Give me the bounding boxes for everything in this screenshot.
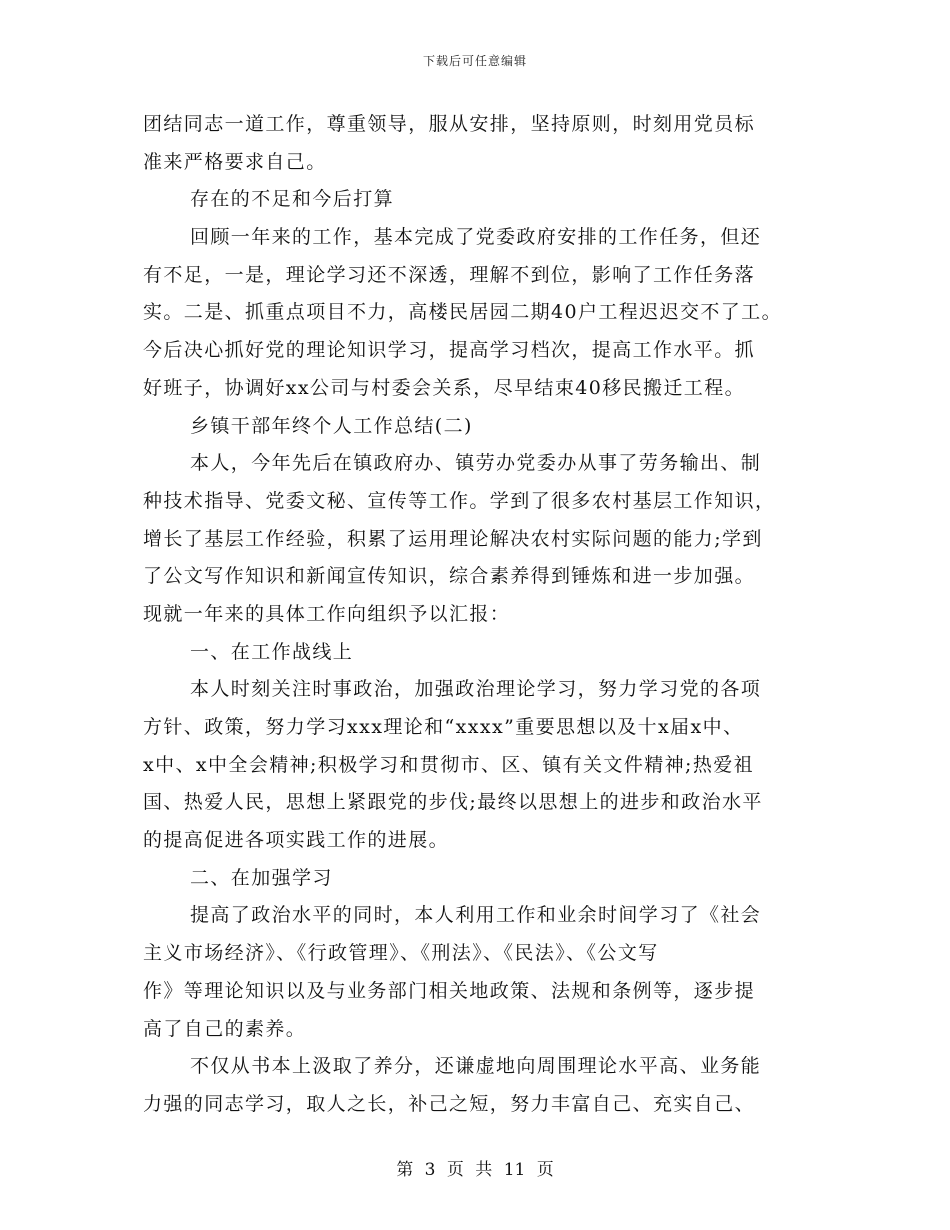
- text-line: 乡镇干部年终个人工作总结(二): [190, 414, 473, 437]
- text-line: 现就一年来的具体工作向组织予以汇报：: [143, 602, 511, 625]
- text-line: 本人时刻关注时事政治，加强政治理论学习，努力学习党的各项: [190, 678, 762, 701]
- text-line: 方针、政策，努力学习xxx理论和“xxxx”重要思想以及十x届x中、: [143, 716, 744, 738]
- text-line: 高了自己的素养。: [143, 1017, 307, 1040]
- text-line: 力强的同志学习，取人之长，补己之短，努力丰富自己、充实自己、: [143, 1092, 756, 1115]
- text-line: 有不足，一是，理论学习还不深透，理解不到位，影响了工作任务落: [143, 263, 756, 286]
- text-line: 种技术指导、党委文秘、宣传等工作。学到了很多农村基层工作知识，: [143, 489, 776, 512]
- document-body: [143, 106, 823, 1124]
- text-line: 提高了政治水平的同时，本人利用工作和业余时间学习了《社会: [190, 904, 762, 927]
- text-line: 主义市场经济》、《行政管理》、《刑法》、《民法》、《公文写: [143, 942, 659, 965]
- text-line: 一、在工作战线上: [190, 640, 354, 663]
- text-line: 二、在加强学习: [190, 866, 333, 889]
- text-line: 实。二是、抓重点项目不力，高楼民居园二期40户工程迟迟交不了工。: [143, 301, 782, 324]
- text-line: 增长了基层工作经验，积累了运用理论解决农村实际问题的能力;学到: [143, 527, 763, 550]
- text-line: 准来严格要求自己。: [143, 150, 327, 173]
- text-line: x中、x中全会精神;积极学习和贯彻市、区、镇有关文件精神;热爱祖: [143, 753, 755, 776]
- text-line: 存在的不足和今后打算: [190, 188, 395, 211]
- text-line: 好班子，协调好xx公司与村委会关系，尽早结束40移民搬迁工程。: [143, 376, 746, 399]
- text-line: 不仅从书本上汲取了养分，还谦虚地向周围理论水平高、业务能: [190, 1055, 762, 1078]
- page-header: 下载后可任意编辑: [422, 54, 527, 68]
- text-line: 国、热爱人民，思想上紧跟党的步伐;最终以思想上的进步和政治水平: [143, 791, 763, 814]
- text-line: 团结同志一道工作，尊重领导，服从安排，坚持原则，时刻用党员标: [143, 113, 756, 135]
- page-number-footer: 第 3 页 共 11 页: [396, 1160, 554, 1180]
- text-line: 本人，今年先后在镇政府办、镇劳办党委办从事了劳务输出、制: [190, 452, 762, 475]
- text-line: 回顾一年来的工作，基本完成了党委政府安排的工作任务，但还: [190, 226, 762, 249]
- text-line: 今后决心抓好党的理论知识学习，提高学习档次，提高工作水平。抓: [143, 339, 756, 362]
- text-line: 作》等理论知识以及与业务部门相关地政策、法规和条例等，逐步提: [143, 979, 756, 1002]
- text-line: 的提高促进各项实践工作的进展。: [143, 829, 450, 852]
- text-line: 了公文写作知识和新闻宣传知识，综合素养得到锤炼和进一步加强。: [143, 565, 756, 588]
